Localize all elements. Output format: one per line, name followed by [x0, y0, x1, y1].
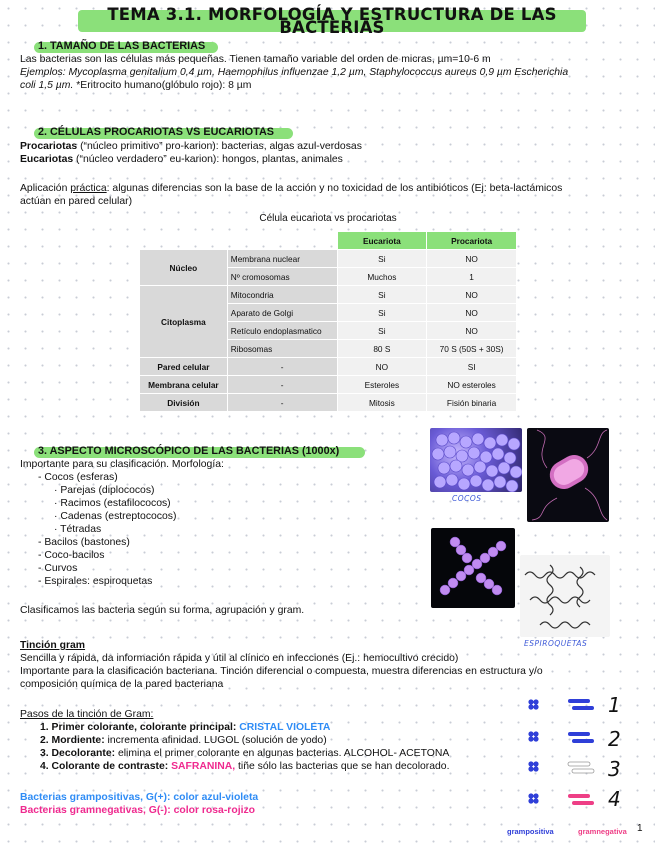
cocci-image [430, 428, 522, 492]
gram-stain-sketch [520, 692, 645, 814]
row-dash: - [227, 394, 337, 412]
streptococci-image [431, 528, 515, 608]
page-title: TEMA 3.1. MORFOLOGÍA Y ESTRUCTURA DE LAS BACTERIAS [107, 5, 557, 37]
cell-procariota: SI [427, 358, 517, 376]
morph-item: - Curvos [38, 563, 78, 574]
morph-item: - Bacilos (bastones) [38, 537, 130, 548]
cell-eucariota: Mitosis [337, 394, 427, 412]
section-3-heading: 3. ASPECTO MICROSCÓPICO DE LAS BACTERIAS (1000x) [38, 445, 340, 457]
cell-eucariota: Si [337, 322, 427, 340]
cell-procariota: 70 S (50S + 30S) [427, 340, 517, 358]
row-header-division: División [140, 394, 228, 412]
procariotas-label: Procariotas [20, 141, 78, 152]
s1-line1: Las bacterias son las células más pequeñas. Tienen tamaño variable del orden de micras, µm=10-6 m [20, 54, 491, 65]
table-row [140, 358, 517, 376]
s3-intro: Importante para su clasificación. Morfología: [20, 459, 224, 470]
cell-procariota: NO [427, 322, 517, 340]
morph-item: - Espirales: espiroquetas [38, 576, 153, 587]
gramnegativas-line: Bacterias gramnegativas, G(-): color rosa-rojizo [20, 805, 256, 816]
step-number-1: 1 [608, 693, 621, 717]
s2-procariotas [20, 141, 362, 154]
step3-label: 3. Decolorante: [40, 748, 116, 759]
step4-text: tiñe sólo las bacterias que se han decolorado. [235, 761, 450, 772]
cell-eucariota: Muchos [337, 268, 427, 286]
page-title-block [78, 5, 586, 37]
comparison-table [139, 231, 517, 412]
step1-label: 1. Primer colorante, colorante principal: [40, 722, 240, 733]
row-header-pared: Pared celular [140, 358, 228, 376]
cell-procariota: Fisión binaria [427, 394, 517, 412]
morph-item: · Cadenas (estreptococos) [54, 511, 177, 522]
eucariotas-label: Eucariotas [20, 154, 74, 165]
gram-line3: composición química de la pared bacteriana [20, 679, 224, 690]
header-blank [227, 232, 337, 250]
cell-procariota: NO [427, 304, 517, 322]
step2-text: incrementa afinidad. LUGOL (solución de yodo) [104, 735, 327, 746]
row-header-membrana: Membrana celular [140, 376, 228, 394]
streptococci-illustration [431, 528, 515, 608]
step-number-2: 2 [608, 727, 621, 751]
gram-line2: Importante para la clasificación bacteriana. Tinción diferencial o compuesta, muestra diferencias en estructura y/o [20, 666, 543, 677]
aplicacion-prefix: Aplicación [20, 183, 71, 194]
bacillus-image [527, 428, 609, 522]
s2-eucariotas [20, 154, 343, 167]
cell-procariota: NO esteroles [427, 376, 517, 394]
cell-eucariota: Esteroles [337, 376, 427, 394]
section-1-heading: 1. TAMAÑO DE LAS BACTERIAS [38, 40, 206, 52]
s2-aplicacion-line2: actúan en pared celular) [20, 196, 133, 207]
cell-procariota: 1 [427, 268, 517, 286]
section-2-heading: 2. CÉLULAS PROCARIOTAS VS EUCARIOTAS [38, 126, 274, 138]
row-header-nucleo: Núcleo [140, 250, 228, 286]
gram-heading: Tinción gram [20, 640, 86, 651]
table-row [140, 394, 517, 412]
gram-bacilli [568, 699, 594, 805]
step4-label: 4. Colorante de contraste: [40, 761, 172, 772]
cocos-label: COCOS [452, 494, 482, 503]
legend-gramnegativa: gramnegativa [578, 827, 627, 836]
row-sub: Aparato de Golgi [227, 304, 337, 322]
header-procariota: Procariota [427, 232, 517, 250]
bacillus-illustration [527, 428, 609, 522]
gram-pos-cocci [528, 699, 538, 803]
cell-procariota: NO [427, 250, 517, 268]
cell-eucariota: NO [337, 358, 427, 376]
s1-line3-rest: *Eritrocito humano(glóbulo rojo): 8 µm [73, 80, 252, 91]
header-eucariota: Eucariota [337, 232, 427, 250]
spirochete-image [520, 555, 610, 637]
step-number-3: 3 [608, 757, 621, 781]
grampositivas-line: Bacterias grampositivas, G(+): color azul-violeta [20, 792, 259, 803]
table-row [140, 376, 517, 394]
row-sub: Retículo endoplasmatico [227, 322, 337, 340]
step4-safranina: SAFRANINA, [171, 761, 236, 772]
cell-eucariota: Si [337, 250, 427, 268]
cell-eucariota: 80 S [337, 340, 427, 358]
page-number: 1 [637, 823, 643, 834]
row-sub: Nº cromosomas [227, 268, 337, 286]
s1-line2: Ejemplos: Mycoplasma genitalium 0,4 µm, Haemophilus influenzae 1,2 µm, Staphylococcus aureus 0,9 µm Escherichia [20, 67, 569, 78]
step-number-4: 4 [608, 787, 621, 811]
row-header-citoplasma: Citoplasma [140, 286, 228, 358]
table-header-row [140, 232, 517, 250]
gram-step-2 [40, 735, 327, 748]
morph-item: · Parejas (diplococos) [54, 485, 155, 496]
gram-step-3 [40, 748, 449, 761]
s1-line3 [20, 80, 251, 93]
gram-step-1 [40, 722, 330, 735]
cell-eucariota: Si [337, 304, 427, 322]
row-sub: Mitocondria [227, 286, 337, 304]
morph-item: · Tétradas [54, 524, 102, 535]
cocci-illustration [430, 428, 522, 492]
eucariotas-text: (“núcleo verdadero” eu-karion): hongos, plantas, animales [73, 154, 343, 165]
step2-label: 2. Mordiente: [40, 735, 105, 746]
gram-steps-heading: Pasos de la tinción de Gram: [20, 709, 154, 720]
step1-cristal-violeta: CRISTAL VIOLETA [239, 722, 331, 733]
header-blank [140, 232, 228, 250]
morph-item: - Coco-bacilos [38, 550, 105, 561]
morph-item: - Cocos (esferas) [38, 472, 118, 483]
cell-eucariota: Si [337, 286, 427, 304]
gram-line1: Sencilla y rápida, da información rápida y útil al clínico en infecciones (Ej.: hemocultivo crecido) [20, 653, 459, 664]
row-dash: - [227, 358, 337, 376]
morph-item: · Racimos (estafilococos) [54, 498, 171, 509]
gram-step-4 [40, 761, 449, 774]
cell-procariota: NO [427, 286, 517, 304]
s3-classify: Clasificamos las bacteria según su forma, agrupación y gram. [20, 605, 305, 616]
espiroquetas-label: ESPIROQUETAS [524, 639, 588, 648]
table-caption: Célula eucariota vs procariotas [259, 213, 397, 224]
row-sub: Ribosomas [227, 340, 337, 358]
row-dash: - [227, 376, 337, 394]
aplicacion-practica: práctica [70, 183, 107, 194]
s2-aplicacion-line1 [20, 183, 562, 196]
procariotas-text: (“núcleo primitivo” pro-karion): bacterias, algas azul-verdosas [77, 141, 362, 152]
spirochete-illustration [520, 555, 610, 637]
step3-text: elimina el primer colorante en algunas bacterias. ALCOHOL- ACETONA [115, 748, 450, 759]
s1-line3-italic: coli 1,5 µm. [20, 80, 74, 91]
row-sub: Membrana nuclear [227, 250, 337, 268]
table-row [140, 286, 517, 304]
aplicacion-rest: : algunas diferencias son la base de la acción y no toxicidad de los antibióticos (Ej: beta-lactámicos [106, 183, 563, 194]
table-row [140, 250, 517, 268]
legend-grampositiva: grampositiva [507, 827, 554, 836]
